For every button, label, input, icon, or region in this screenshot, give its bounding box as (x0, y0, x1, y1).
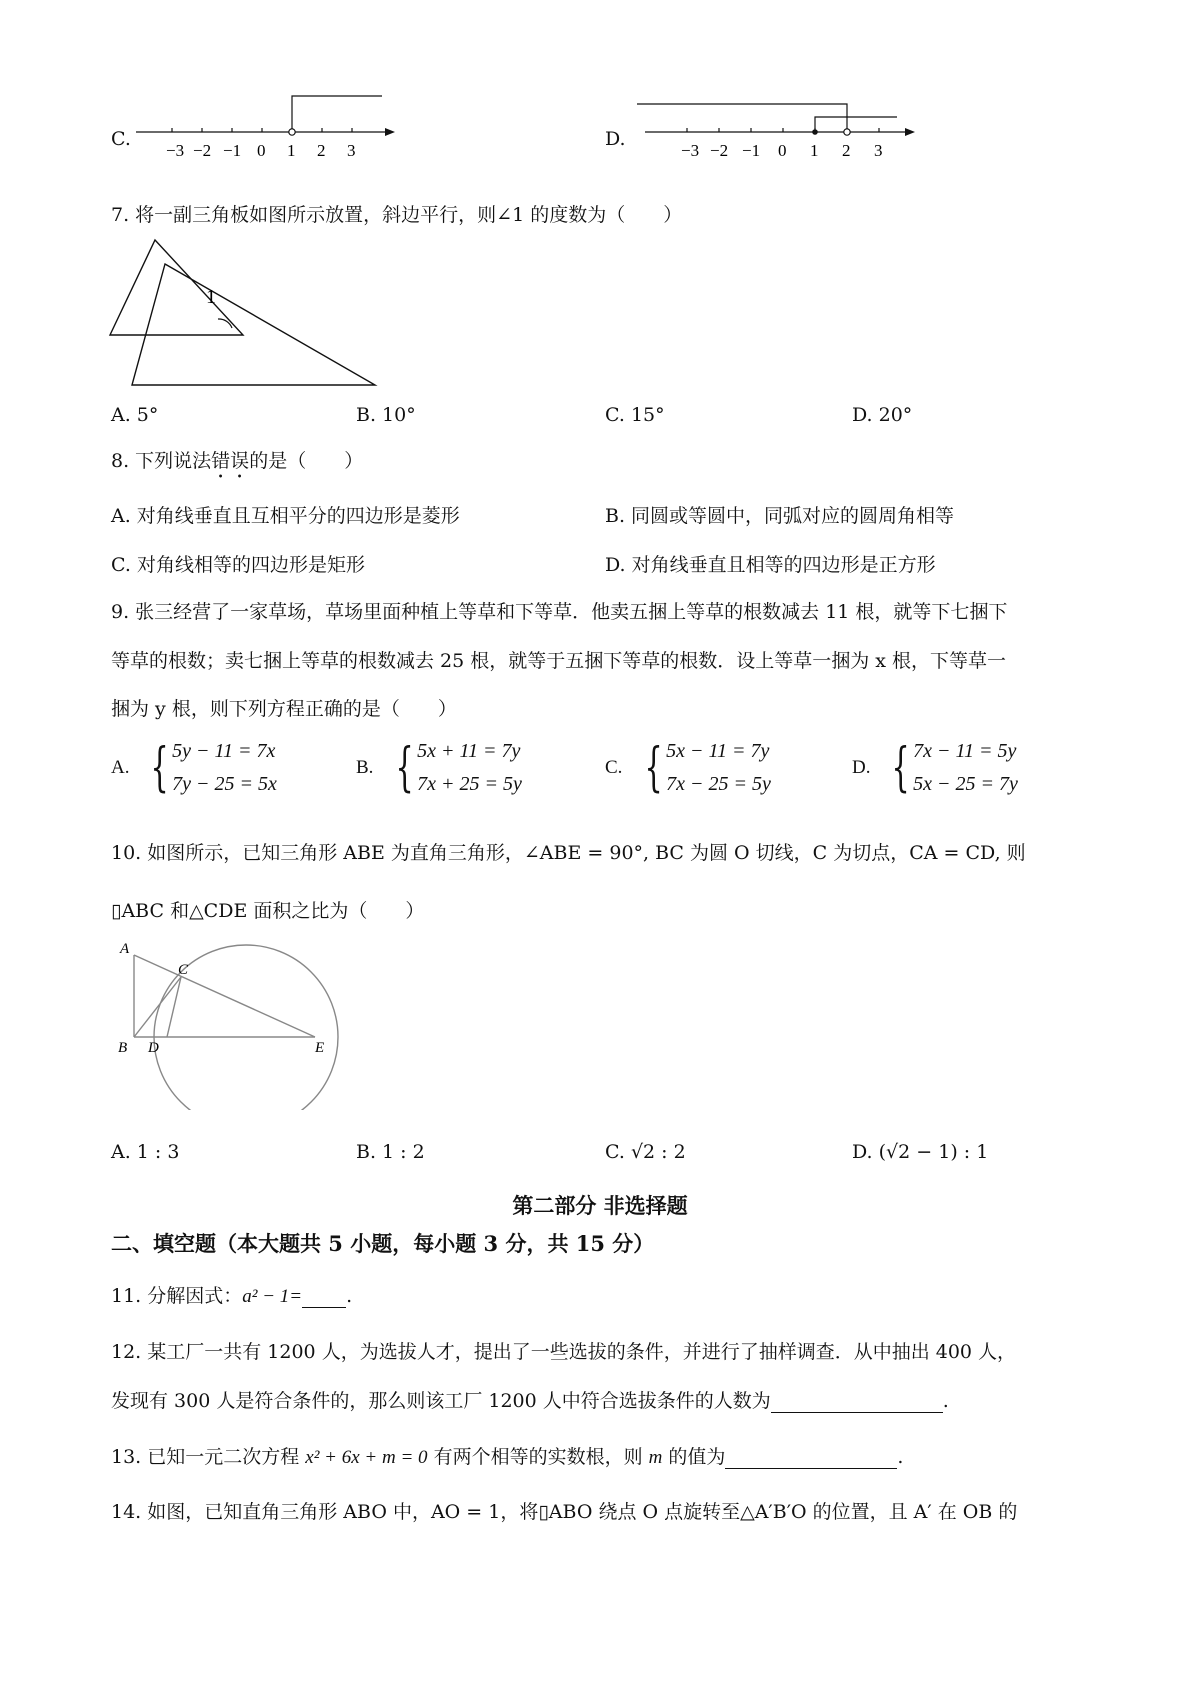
tick-label: −2 (710, 141, 729, 160)
q13-answer-blank[interactable] (725, 1446, 897, 1469)
tick-label: 3 (347, 141, 356, 160)
point-d-label: D (148, 1040, 159, 1056)
q8-option-d[interactable]: D. 对角线垂直且相等的四边形是正方形 (605, 554, 936, 576)
tick-label: 1 (810, 141, 819, 160)
q8-emphasis: 错误 (211, 450, 250, 472)
number-line-c (130, 90, 400, 170)
q10-option-b[interactable]: B. 1 : 2 (356, 1141, 425, 1163)
angle-1-label: 1 (206, 286, 216, 308)
q10-option-a[interactable]: A. 1 : 3 (111, 1141, 180, 1163)
q9-stem-line1: 9. 张三经营了一家草场，草场里面种植上等草和下等草．他卖五捆上等草的根数减去 11 根，就等下七捆下 (111, 601, 1008, 623)
q6-option-c-label: C. (111, 128, 131, 150)
q10-option-c[interactable]: C. √2 : 2 (605, 1141, 686, 1163)
point-e-label: E (315, 1040, 325, 1056)
q7-option-d[interactable]: D. 20° (852, 404, 913, 426)
q9-stem-line3: 捆为 y 根，则下列方程正确的是（ ） (111, 698, 457, 720)
tick-label: 0 (257, 141, 266, 160)
q14-line1: 14. 如图，已知直角三角形 ABO 中，AO = 1，将▯ABO 绕点 O 点旋转至△A′B′O 的位置，且 A′ 在 OB 的 (111, 1501, 1018, 1523)
q9-option-b[interactable]: B. { 5x + 11 = 7y 7x + 25 = 5y (356, 738, 522, 798)
tick-label: −3 (166, 141, 185, 160)
point-a-label: A (120, 941, 130, 957)
q10-circle-figure (110, 940, 340, 1110)
tick-label: −1 (223, 141, 242, 160)
q8-option-a[interactable]: A. 对角线垂直且互相平分的四边形是菱形 (111, 505, 460, 527)
q7-triangle-figure (100, 235, 390, 395)
tick-label: −2 (193, 141, 212, 160)
point-b-label: B (118, 1040, 128, 1056)
q12-line1: 12. 某工厂一共有 1200 人，为选拔人才，提出了一些选拔的条件，并进行了抽样调查．从中抽出 400 人， (111, 1341, 1017, 1363)
q10-stem-line2: ▯ABC 和△CDE 面积之比为（ ） (111, 900, 425, 922)
q7-stem: 7. 将一副三角板如图所示放置，斜边平行，则∠1 的度数为（ ） (111, 204, 683, 226)
point-c-label: C (178, 962, 189, 978)
tick-label: −3 (681, 141, 700, 160)
section-fill-blank-heading: 二、填空题（本大题共 5 小题，每小题 3 分，共 15 分） (111, 1231, 655, 1256)
tick-label: 0 (778, 141, 787, 160)
q7-option-b[interactable]: B. 10° (356, 404, 416, 426)
q11-answer-blank[interactable] (302, 1285, 346, 1308)
part2-title: 第二部分 非选择题 (512, 1193, 688, 1218)
tick-label: 3 (874, 141, 883, 160)
tick-label: 2 (842, 141, 851, 160)
q9-stem-line2: 等草的根数；卖七捆上等草的根数减去 25 根，就等于五捆下等草的根数．设上等草一捆为 x 根，下等草一 (111, 650, 1007, 672)
q8-option-c[interactable]: C. 对角线相等的四边形是矩形 (111, 554, 365, 576)
q13: 13. 已知一元二次方程 x² + 6x + m = 0 有两个相等的实数根，则 m 的值为 . (111, 1446, 904, 1468)
q10-option-d[interactable]: D. (√2 − 1) : 1 (852, 1141, 989, 1163)
q12-answer-blank[interactable] (771, 1390, 943, 1413)
q8-stem: 8. 下列说法错误的是（ ） (111, 450, 364, 472)
q10-stem-line1: 10. 如图所示，已知三角形 ABE 为直角三角形，∠ABE = 90°, BC 为圆 O 切线，C 为切点，CA = CD, 则 (111, 842, 1026, 864)
q6-option-d-label: D. (605, 128, 626, 150)
tick-label: 2 (317, 141, 326, 160)
number-line-d (635, 90, 925, 170)
q7-option-a[interactable]: A. 5° (111, 404, 159, 426)
tick-label: 1 (287, 141, 296, 160)
q12-line2: 发现有 300 人是符合条件的，那么则该工厂 1200 人中符合选拔条件的人数为 . (111, 1390, 949, 1412)
q9-option-c[interactable]: C. { 5x − 11 = 7y 7x − 25 = 5y (605, 738, 771, 798)
q9-option-a[interactable]: A. { 5y − 11 = 7x 7y − 25 = 5x (111, 738, 277, 798)
q7-option-c[interactable]: C. 15° (605, 404, 665, 426)
q9-option-d[interactable]: D. { 7x − 11 = 5y 5x − 25 = 7y (852, 738, 1018, 798)
q11: 11. 分解因式：a² − 1= . (111, 1285, 353, 1307)
tick-label: −1 (742, 141, 761, 160)
q8-option-b[interactable]: B. 同圆或等圆中，同弧对应的圆周角相等 (605, 505, 955, 527)
